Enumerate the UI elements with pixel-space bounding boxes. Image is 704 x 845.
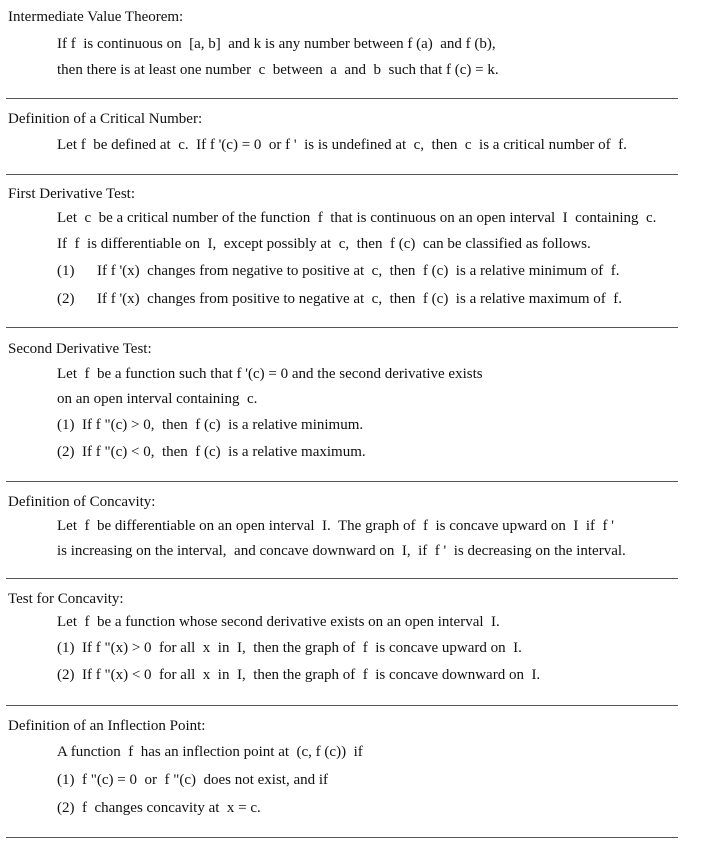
- ivt-line-2: then there is at least one number c between a and b such that f (c) = k.: [57, 62, 499, 78]
- inflection-line-1: A function f has an inflection point at (c, f (c)) if: [57, 744, 363, 760]
- section-title-second-derivative-test: Second Derivative Test:: [8, 341, 152, 357]
- first-derivative-line-1: Let c be a critical number of the function f that is continuous on an open interval I containing c.: [57, 210, 657, 226]
- section-title-test-for-concavity: Test for Concavity:: [8, 591, 124, 607]
- section-divider: [6, 578, 678, 579]
- ivt-line-1: If f is continuous on [a, b] and k is any number between f (a) and f (b),: [57, 36, 496, 52]
- section-title-inflection-point: Definition of an Inflection Point:: [8, 718, 206, 734]
- first-derivative-line-2: If f is differentiable on I, except possibly at c, then f (c) can be classified as follows.: [57, 236, 591, 252]
- second-derivative-line-4: (2) If f "(c) < 0, then f (c) is a relative maximum.: [57, 444, 366, 460]
- section-divider: [6, 98, 678, 99]
- section-title-concavity: Definition of Concavity:: [8, 494, 156, 510]
- section-divider: [6, 837, 678, 838]
- section-title-intermediate-value-theorem: Intermediate Value Theorem:: [8, 9, 184, 25]
- critical-number-line-1: Let f be defined at c. If f '(c) = 0 or f ' is is undefined at c, then c is a critical number of f.: [57, 137, 627, 153]
- test-concavity-line-2: (1) If f "(x) > 0 for all x in I, then the graph of f is concave upward on I.: [57, 640, 522, 656]
- concavity-line-2: is increasing on the interval, and concave downward on I, if f ' is decreasing on the interval.: [57, 543, 626, 559]
- test-concavity-line-1: Let f be a function whose second derivative exists on an open interval I.: [57, 614, 500, 630]
- inflection-line-3: (2) f changes concavity at x = c.: [57, 800, 261, 816]
- first-derivative-line-4: (2) If f '(x) changes from positive to negative at c, then f (c) is a relative maximum of f.: [57, 291, 623, 307]
- test-concavity-line-3: (2) If f "(x) < 0 for all x in I, then the graph of f is concave downward on I.: [57, 667, 541, 683]
- section-title-first-derivative-test: First Derivative Test:: [8, 186, 135, 202]
- second-derivative-line-2: on an open interval containing c.: [57, 391, 258, 407]
- section-divider: [6, 174, 678, 175]
- second-derivative-line-1: Let f be a function such that f '(c) = 0 and the second derivative exists: [57, 366, 483, 382]
- concavity-line-1: Let f be differentiable on an open interval I. The graph of f is concave upward on I if f ': [57, 518, 614, 534]
- section-divider: [6, 481, 678, 482]
- section-divider: [6, 327, 678, 328]
- inflection-line-2: (1) f "(c) = 0 or f "(c) does not exist, and if: [57, 772, 329, 788]
- first-derivative-line-3: (1) If f '(x) changes from negative to positive at c, then f (c) is a relative minimum of f.: [57, 263, 620, 279]
- section-title-critical-number: Definition of a Critical Number:: [8, 111, 203, 127]
- second-derivative-line-3: (1) If f "(c) > 0, then f (c) is a relative minimum.: [57, 417, 364, 433]
- section-divider: [6, 705, 678, 706]
